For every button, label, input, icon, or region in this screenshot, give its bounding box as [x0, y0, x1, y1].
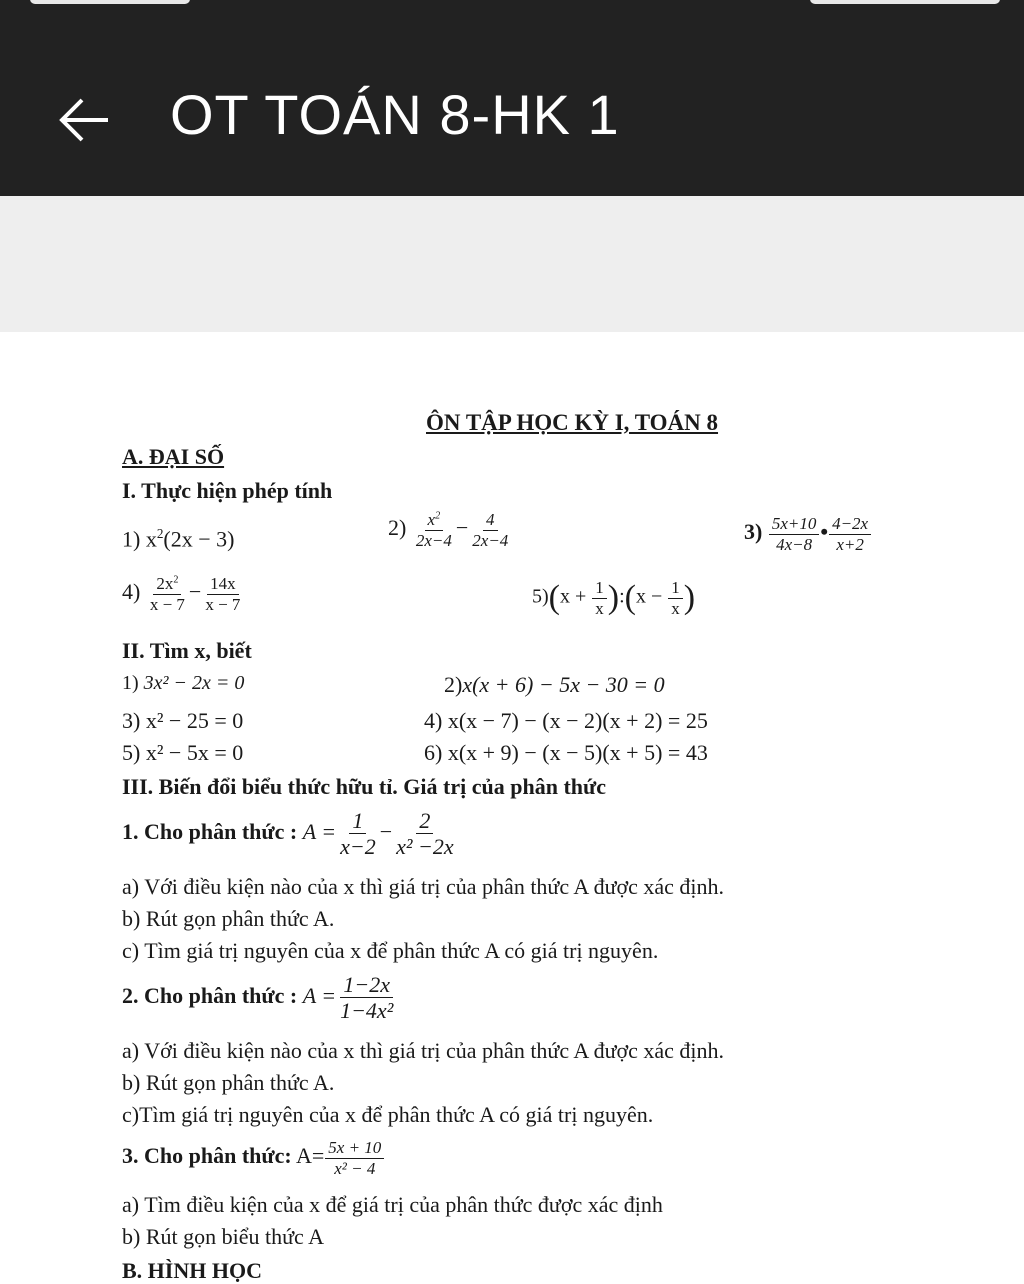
document-page — [0, 332, 1024, 1283]
part1-heading: I. Thực hiện phép tính — [122, 478, 333, 503]
q3-statement: 3. Cho phân thức: A= $\frac{5x + 10}{\text{x² − 4}}$ — [122, 1138, 385, 1178]
q1-part-b: b) Rút gọn phân thức A. — [122, 906, 335, 931]
back-button[interactable] — [52, 88, 116, 152]
part1-item-2: 2) $\frac{x^2}{2x-4}$ − $\frac{4}{2x-4}$ — [388, 510, 509, 550]
doc-title: ÔN TẬP HỌC KỲ I, TOÁN 8 — [426, 410, 719, 435]
q2-part-b: b) Rút gọn phân thức A. — [122, 1070, 335, 1095]
part2-heading: II. Tìm x, biết — [122, 638, 252, 663]
q1-part-a: a) Với điều kiện nào của x thì giá trị của phân thức A được xác định. — [122, 874, 725, 899]
q1-part-c: c) Tìm giá trị nguyên của x để phân thức A có giá trị nguyên. — [122, 938, 659, 963]
part1-item-4: 4) $\frac{2x^2}{x - 7}$ − $\frac{14x}{x - 7}$ — [122, 574, 241, 614]
part2-item-3: 3) x² − 25 = 0 — [122, 708, 244, 733]
part2-item-2: 2)x(x + 6) − 5x − 30 = 0 — [444, 672, 665, 697]
q2-statement: 2. Cho phân thức : A = $\frac{1-2x}{\text{1−4x²}}$ — [122, 972, 394, 1024]
part2-item-6: 6) x(x + 9) − (x − 5)(x + 5) = 43 — [424, 740, 708, 765]
image-top-margin — [0, 196, 1024, 332]
part1-item-1: 1) $x^2(2x - 3)$ — [122, 526, 235, 552]
app-bar — [0, 0, 1024, 196]
section-b-heading: B. HÌNH HỌC — [122, 1258, 262, 1283]
section-a-heading: A. ĐẠI SỐ — [122, 444, 225, 469]
q2-part-c: c)Tìm giá trị nguyên của x để phân thức A có giá trị nguyên. — [122, 1102, 654, 1127]
part2-item-5: 5) x² − 5x = 0 — [122, 740, 244, 765]
part3-heading: III. Biến đổi biểu thức hữu tỉ. Giá trị của phân thức — [122, 774, 606, 799]
part1-item-3: 3) $\frac{5x+10}{4x-8}$ • $\frac{4-2x}{x+2}$ — [744, 514, 872, 554]
q3-part-b: b) Rút gọn biểu thức A — [122, 1224, 324, 1249]
q3-part-a: a) Tìm điều kiện của x để giá trị của phân thức được xác định — [122, 1192, 663, 1217]
q1-statement: 1. Cho phân thức : A = $\frac{1}{x-2}$ − $\frac{2}{\text{x² −2x}}$ — [122, 808, 454, 860]
arrow-left-icon — [56, 96, 112, 144]
part2-item-4: 4) x(x − 7) − (x − 2)(x + 2) = 25 — [424, 708, 708, 733]
part1-item-5: 5)(x + $\frac{1}{x}$ ):(x − $\frac{1}{x}$ ) — [532, 578, 696, 618]
q2-part-a: a) Với điều kiện nào của x thì giá trị của phân thức A được xác định. — [122, 1038, 725, 1063]
part2-item-1: 1) 3x² − 2x = 0 — [122, 672, 245, 694]
status-bar — [0, 0, 1024, 8]
app-title: OT TOÁN 8-HK 1 — [170, 83, 620, 146]
